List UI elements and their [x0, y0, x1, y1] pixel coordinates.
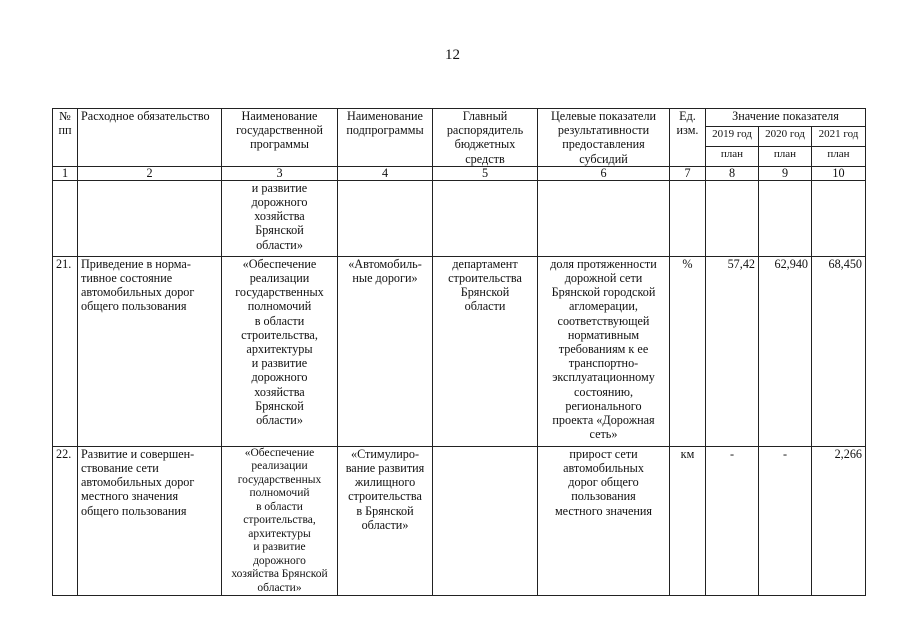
table-row-continuation	[53, 180, 866, 256]
cell-2021: 2,266	[812, 446, 866, 596]
cell-obligation	[78, 180, 222, 256]
cell-obligation: Приведение в норма- тивное состояние автомобильных дорог общего пользования	[78, 256, 222, 446]
cell-2020: -	[759, 446, 812, 596]
cell-num: 22.	[53, 446, 78, 596]
cell-2020	[759, 180, 812, 256]
cell-program: «Обеспечение реализации государственных полномочий в области строительства, архитектуры и развитие дорожного хозяйства Брянской области»	[222, 256, 338, 446]
col-num-9: 9	[759, 166, 812, 180]
header-row	[53, 109, 866, 127]
header-value-title: Значение показателя	[706, 109, 866, 127]
header-plan-2019: план	[706, 146, 759, 166]
col-num-7: 7	[670, 166, 706, 180]
cell-manager	[433, 180, 538, 256]
cell-unit	[670, 180, 706, 256]
header-targets: Целевые показатели результативности предоставления субсидий	[538, 109, 670, 167]
cell-manager	[433, 446, 538, 596]
table-row-21	[53, 256, 866, 446]
table-row-22	[53, 446, 866, 596]
cell-subprogram	[338, 180, 433, 256]
col-num-2: 2	[78, 166, 222, 180]
cell-num: 21.	[53, 256, 78, 446]
indicator-table	[52, 108, 866, 596]
header-year-2021: 2021 год	[812, 126, 866, 146]
col-num-5: 5	[433, 166, 538, 180]
col-num-4: 4	[338, 166, 433, 180]
cell-manager: департамент строительства Брянской области	[433, 256, 538, 446]
cell-2019: -	[706, 446, 759, 596]
col-num-3: 3	[222, 166, 338, 180]
cell-unit: %	[670, 256, 706, 446]
header-year-2020: 2020 год	[759, 126, 812, 146]
cell-program: «Обеспечение реализации государственных полномочий в области строительства, архитектуры и развитие дорожного хозяйства Брянской области»	[222, 446, 338, 596]
header-subprogram: Наименование подпрограммы	[338, 109, 433, 167]
cell-subprogram: «Стимулиро- вание развития жилищного строительства в Брянской области»	[338, 446, 433, 596]
header-num: № пп	[53, 109, 78, 167]
cell-2020: 62,940	[759, 256, 812, 446]
cell-2021	[812, 180, 866, 256]
col-num-6: 6	[538, 166, 670, 180]
header-obligation: Расходное обязательство	[78, 109, 222, 167]
header-year-2019: 2019 год	[706, 126, 759, 146]
col-num-10: 10	[812, 166, 866, 180]
column-number-row	[53, 166, 866, 180]
cell-unit: км	[670, 446, 706, 596]
cell-2021: 68,450	[812, 256, 866, 446]
cell-subprogram: «Автомобиль- ные дороги»	[338, 256, 433, 446]
header-plan-2021: план	[812, 146, 866, 166]
cell-2019	[706, 180, 759, 256]
header-program: Наименование государственной программы	[222, 109, 338, 167]
cell-num	[53, 180, 78, 256]
col-num-1: 1	[53, 166, 78, 180]
col-num-8: 8	[706, 166, 759, 180]
header-plan-2020: план	[759, 146, 812, 166]
page-number: 12	[445, 47, 460, 63]
cell-targets: прирост сети автомобильных дорог общего пользования местного значения	[538, 446, 670, 596]
header-manager: Главный распорядитель бюджетных средств	[433, 109, 538, 167]
header-unit: Ед. изм.	[670, 109, 706, 167]
cell-targets: доля протяженности дорожной сети Брянской городской агломерации, соответствующей нормативным требованиям к ее транспортно- эксплуатационному состоянию, регионального проекта «Дорожная сеть»	[538, 256, 670, 446]
cell-targets	[538, 180, 670, 256]
cell-program: и развитие дорожного хозяйства Брянской области»	[222, 180, 338, 256]
cell-2019: 57,42	[706, 256, 759, 446]
cell-obligation: Развитие и совершен- ствование сети автомобильных дорог местного значения общего пользования	[78, 446, 222, 596]
